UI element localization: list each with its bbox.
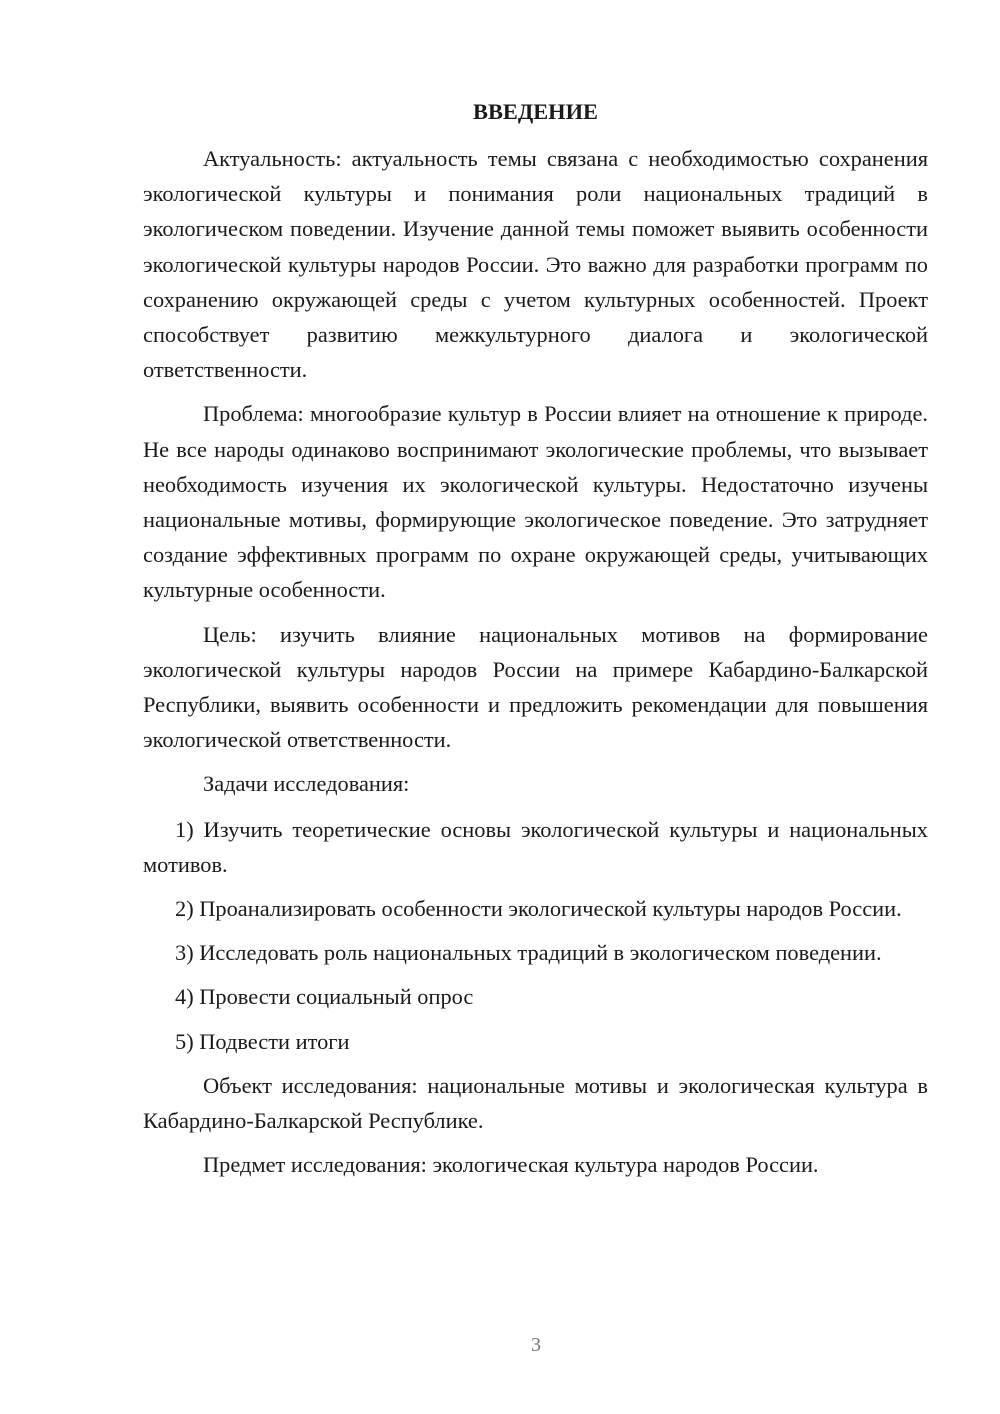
problem-paragraph: Проблема: многообразие культур в России влияет на отношение к природе. Не все народы одинаково воспринимают экологические проблемы, что вызывает необходимость изучения их экологической культуры. Недостаточно изучены национальные мотивы, формирующие экологическое поведение. Это затрудняет создание эффективных программ по охране окружающей среды, учитывающих культурные особенности. (143, 401, 928, 603)
task-item: 4) Провести социальный опрос (175, 984, 474, 1010)
section-heading: ВВЕДЕНИЕ (473, 99, 598, 124)
goal-paragraph: Цель: изучить влияние национальных мотивов на формирование экологической культуры народов России на примере Кабардино-Балкарской Республики, выявить особенности и предложить рекомендации для повышения экологической ответственности. (143, 621, 928, 753)
relevance-paragraph: Актуальность: актуальность темы связана с необходимостью сохранения экологической культуры и понимания роли национальных традиций в экологическом поведении. Изучение данной темы поможет выявить особенности экологической культуры народов России. Это важно для разработки программ по сохранению окружающей среды с учетом культурных особенностей. Проект способствует развитию межкультурного диалога и экологической ответственности. (143, 146, 928, 383)
task-item: 3) Исследовать роль национальных традиций в экологическом поведении. (175, 940, 882, 966)
task-item: 2) Проанализировать особенности экологической культуры народов России. (175, 896, 902, 922)
task-item: 5) Подвести итоги (175, 1028, 350, 1054)
page-number: 3 (531, 1334, 541, 1356)
task-item: 1) Изучить теоретические основы экологической культуры и национальных мотивов. (143, 816, 928, 877)
tasks-heading: Задачи исследования: (203, 771, 410, 797)
object-paragraph: Объект исследования: национальные мотивы и экологическая культура в Кабардино-Балкарской Республике. (143, 1072, 928, 1134)
page-content (143, 94, 928, 1191)
subject-paragraph: Предмет исследования: экологическая культура народов России. (203, 1152, 819, 1178)
